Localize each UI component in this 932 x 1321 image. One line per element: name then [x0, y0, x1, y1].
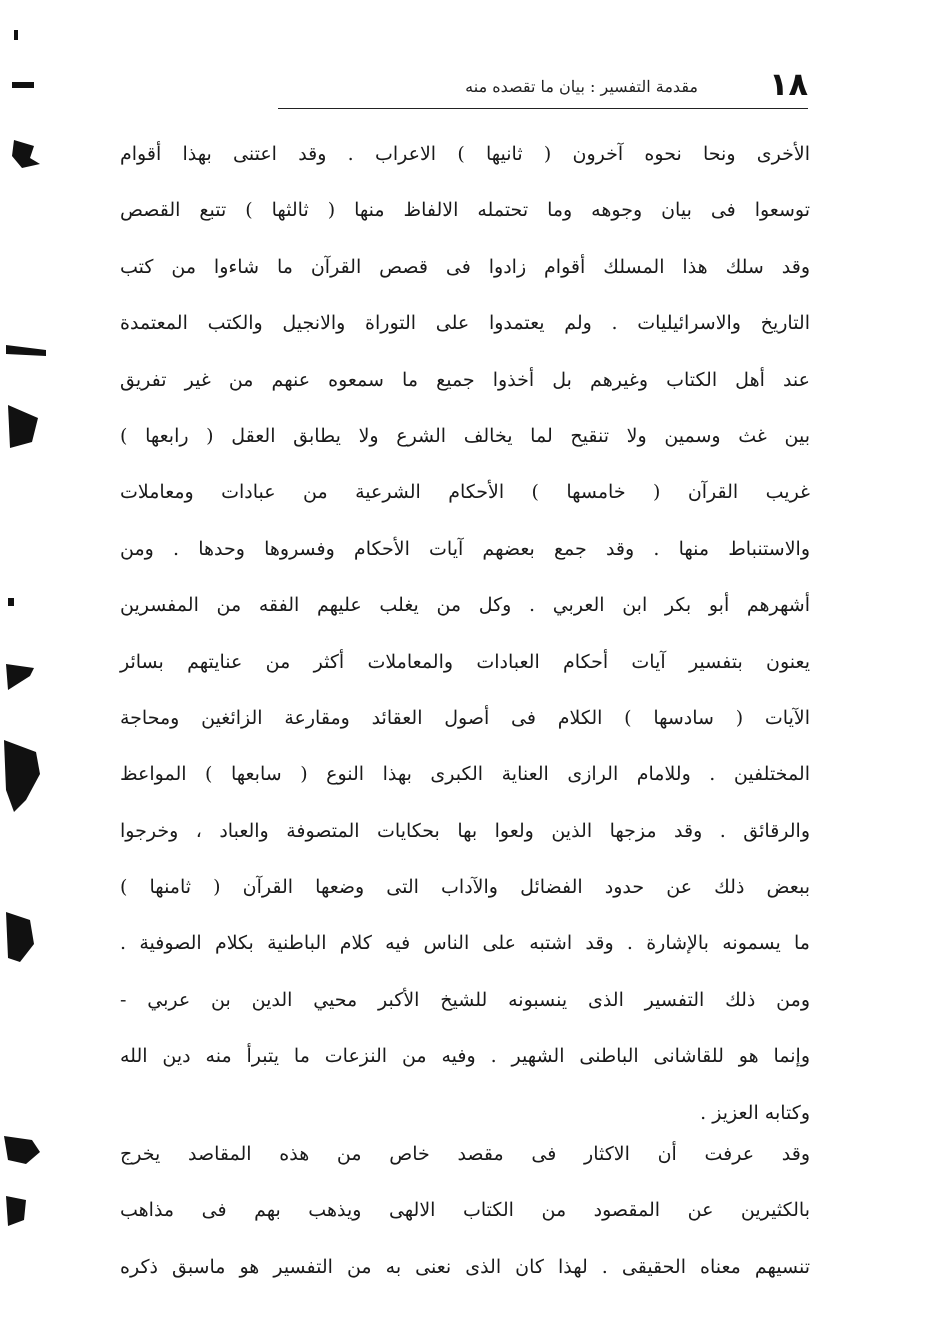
text-line: بالكثيرين عن المقصود من الكتاب الالهى ويذهب بهم فى مذاهب — [120, 1199, 810, 1222]
page-number: ١٨ — [768, 65, 808, 103]
text-line: يعنون بتفسير آيات أحكام العبادات والمعاملات أكثر من عنايتهم بسائر — [120, 650, 810, 673]
text-line: والرقائق . وقد مزجها الذين ولعوا بها بحكايات المتصوفة والعباد ، وخرجوا — [120, 819, 810, 842]
text-line: الآيات ( سادسها ) الكلام فى أصول العقائد ومقارعة الزائغين ومحاجة — [120, 706, 810, 729]
scan-edge-marks — [0, 0, 60, 1321]
paragraph-2 — [120, 1126, 810, 1295]
text-line: وإنما هو للقاشانى الباطنى الشهير . وفيه من النزعات ما يتبرأ منه دين الله — [120, 1045, 810, 1068]
text-line: تنسيهم معناه الحقيقى . لهذا كان الذى نعنى به من التفسير هو ماسبق ذكره — [120, 1255, 810, 1278]
text-line: غريب القرآن ( خامسها ) الأحكام الشرعية من عبادات ومعاملات — [120, 481, 810, 504]
text-line: توسعوا فى بيان وجوهه وما تحتمله الالفاظ منها ( ثالثها ) تتبع القصص — [120, 199, 810, 222]
text-line: بين غث وسمين ولا تنقيح لما يخالف الشرع ولا يطابق العقل ( رابعها ) — [120, 424, 810, 447]
text-line: أشهرهم أبو بكر ابن العربي . وكل من يغلب عليهم الفقه من المفسرين — [120, 594, 810, 617]
text-line: وقد سلك هذا المسلك أقوام زادوا فى قصص القرآن ما شاءوا من كتب — [120, 255, 810, 278]
text-line: الأخرى ونحا نحوه آخرون ( ثانيها ) الاعراب . وقد اعتنى بهذا أقوام — [120, 143, 810, 165]
text-line: ما يسمونه بالإشارة . وقد اشتبه على الناس فيه كلام الباطنية بكلام الصوفية . — [120, 932, 810, 955]
text-line: المختلفين . وللامام الرازى العناية الكبرى بهذا النوع ( سابعها ) المواعظ — [120, 763, 810, 786]
text-line: عند أهل الكتاب وغيرهم بل أخذوا جميع ما سمعوه عنهم من غير تفريق — [120, 368, 810, 391]
text-line: ومن ذلك التفسير الذى ينسبونه للشيخ الأكبر محيي الدين بن عربي - — [120, 988, 810, 1011]
header-rule — [278, 108, 808, 109]
page-header — [278, 65, 808, 106]
text-line: وكتابه العزيز . — [700, 1101, 810, 1124]
text-line: والاستنباط منها . وقد جمع بعضهم آيات الأحكام وفسروها وحدها . ومن — [120, 537, 810, 560]
text-line: وقد عرفت أن الاكثار فى مقصد خاص من هذه المقاصد يخرج — [120, 1143, 810, 1165]
paragraph-1 — [120, 126, 810, 1141]
running-head: مقدمة التفسير : بيان ما تقصده منه — [465, 77, 698, 96]
text-line: ببعض ذلك عن حدود الفضائل والآداب التى وضعها القرآن ( ثامنها ) — [120, 876, 810, 899]
text-line: التاريخ والاسرائيليات . ولم يعتمدوا على التوراة والانجيل والكتب المعتمدة — [120, 312, 810, 335]
